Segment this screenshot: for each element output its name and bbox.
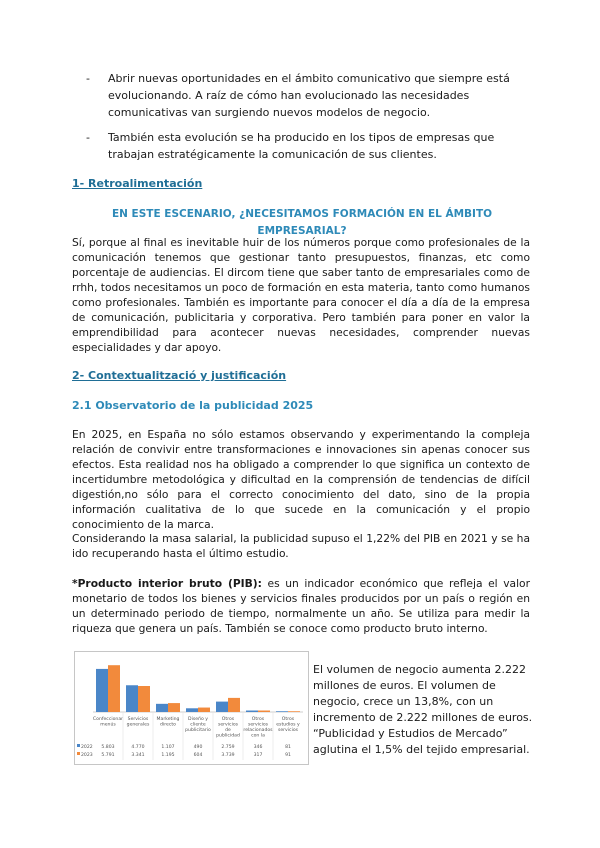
category-label: Otros: [221, 717, 235, 722]
table-value: 81: [285, 745, 291, 750]
table-value: 1.195: [161, 753, 175, 758]
legend-swatch-2023: [77, 752, 80, 755]
table-value: 3.739: [221, 753, 235, 758]
table-value: 1.107: [161, 745, 175, 750]
legend-swatch-2022: [77, 744, 80, 747]
category-label: con la: [251, 733, 265, 739]
category-label: servicios: [277, 728, 299, 733]
category-label: cliente: [190, 722, 206, 728]
question-title: EN ESTE ESCENARIO, ¿NECESITAMOS FORMACIÓN EN EL ÁMBITO EMPRESARIAL?: [111, 208, 493, 237]
subsection-heading-observatorio: 2.1 Observatorio de la publicidad 2025: [72, 399, 314, 412]
category-label: Marketing: [156, 717, 180, 722]
bullet-text: Abrir nuevas oportunidades en el ámbito comunicativo que siempre está evolucionando. A raíz de cómo han evolucionado las necesidades comunicativas van surgiendo nuevos modelos de negocio.: [108, 72, 510, 119]
legend-label-2023: 2023: [81, 753, 93, 758]
bar-2022-4: [216, 702, 228, 712]
paragraph-masa-salarial: Considerando la masa salarial, la publicidad supuso el 1,22% del PIB en 2021 y se ha ido recuperando hasta el último estudio.: [72, 532, 530, 560]
category-label: menús: [100, 722, 116, 728]
section-heading-contextualitzacio: 2- Contextualització y justificación: [72, 369, 287, 382]
bar-2023-0: [108, 665, 120, 712]
bar-2022-1: [126, 685, 138, 712]
bullet-item: [86, 70, 536, 121]
table-value: 346: [253, 745, 263, 750]
paragraph-retroalimentacion: Sí, porque al final es inevitable huir de los números porque como profesionales de la comunicación tenemos que gestionar tanto presupuestos, finanzas, etc como porcentaje de audiencias. El dircom tiene que saber tanto de empresariales como de rrhh, todos necesitamos un poco de formación en esta materia, tanto como humanos como profesionales. También es importante para conocer el día a día de la empresa de comunicación, publicitaria y corporativa. Pero también para poner en valor la emprendibilidad para acontecer nuevas necesidades, comprender nuevas especialidades y dar apoyo.: [72, 236, 530, 354]
bar-2023-2: [168, 703, 180, 712]
table-value: 5.803: [101, 745, 115, 750]
bar-2023-1: [138, 686, 150, 712]
category-label: Servicios: [127, 717, 149, 722]
category-label: servicios: [247, 722, 269, 728]
category-label: relacionados: [243, 728, 273, 733]
category-label: estudios y: [276, 722, 300, 728]
category-label: Confeccionar: [92, 717, 124, 722]
bar-2023-3: [198, 708, 210, 712]
section-heading-retroalimentacion: 1- Retroalimentación: [72, 177, 203, 190]
bar-2023-6: [288, 711, 300, 712]
bar-2022-6: [276, 711, 288, 712]
bar-2023-4: [228, 698, 240, 712]
bar-2022-5: [246, 711, 258, 712]
table-value: 3.341: [131, 753, 145, 758]
bar-2022-0: [96, 669, 108, 712]
table-value: 317: [253, 753, 263, 758]
pib-definition-text: es un indicador económico que refleja el valor monetario de todos los bienes y servicios finales producidos por un país o región en un determinado periodo de tiempo, normalmente un año. Se utiliza para medir la riqueza que genera un país. También se conoce como producto bruto interno.: [72, 577, 530, 635]
category-label: Otros: [281, 717, 295, 722]
bullet-dash: -: [86, 131, 90, 144]
business-volume-chart: [74, 651, 309, 765]
table-value: 2.759: [221, 745, 235, 750]
bar-chart-svg: [75, 652, 308, 764]
legend-label-2022: 2022: [81, 745, 93, 750]
table-value: 604: [193, 753, 203, 758]
pib-term: *Producto interior bruto (PIB):: [72, 577, 262, 590]
bullet-item: [86, 129, 536, 163]
bar-2022-2: [156, 704, 168, 712]
category-label: publicidad: [216, 733, 240, 739]
table-value: 5.791: [101, 753, 115, 758]
table-value: 91: [285, 753, 291, 758]
paragraph-observatorio: En 2025, en España no sólo estamos observando y experimentando la compleja relación de convivir entre transformaciones e innovaciones sin apenas conocer sus efectos. Esta realidad nos ha obligado a comprender lo que significa un contexto de incertidumbre metodológica y dificultad en la comprensión de tendencias de difícil digestión,no sólo para el correcto conocimiento del dato, sino de la propia información cualitativa de lo que sucede en la comunicación y el propio conocimiento de la marca.: [72, 428, 530, 531]
paragraph-pib-definition: [72, 576, 530, 636]
bullet-text: También esta evolución se ha producido en los tipos de empresas que trabajan estratégicamente la comunicación de sus clientes.: [108, 131, 495, 161]
category-label: servicios: [217, 722, 239, 728]
bar-2023-5: [258, 711, 270, 712]
category-label: Diseño y: [188, 717, 208, 722]
table-value: 4.770: [131, 745, 145, 750]
bullet-dash: -: [86, 72, 90, 85]
category-label: Otros: [251, 717, 265, 722]
category-label: generales: [126, 722, 150, 728]
category-label: de: [225, 728, 231, 733]
category-label: publicitario: [185, 728, 211, 733]
category-label: directo: [160, 722, 176, 728]
table-value: 490: [193, 745, 203, 750]
business-volume-text: El volumen de negocio aumenta 2.222 millones de euros. El volumen de negocio, crece un 13,8%, con un incremento de 2.222 millones de euros. “Publicidad y Estudios de Mercado” aglutina el 1,5% del tejido empresarial.: [313, 663, 533, 756]
bar-2022-3: [186, 708, 198, 712]
